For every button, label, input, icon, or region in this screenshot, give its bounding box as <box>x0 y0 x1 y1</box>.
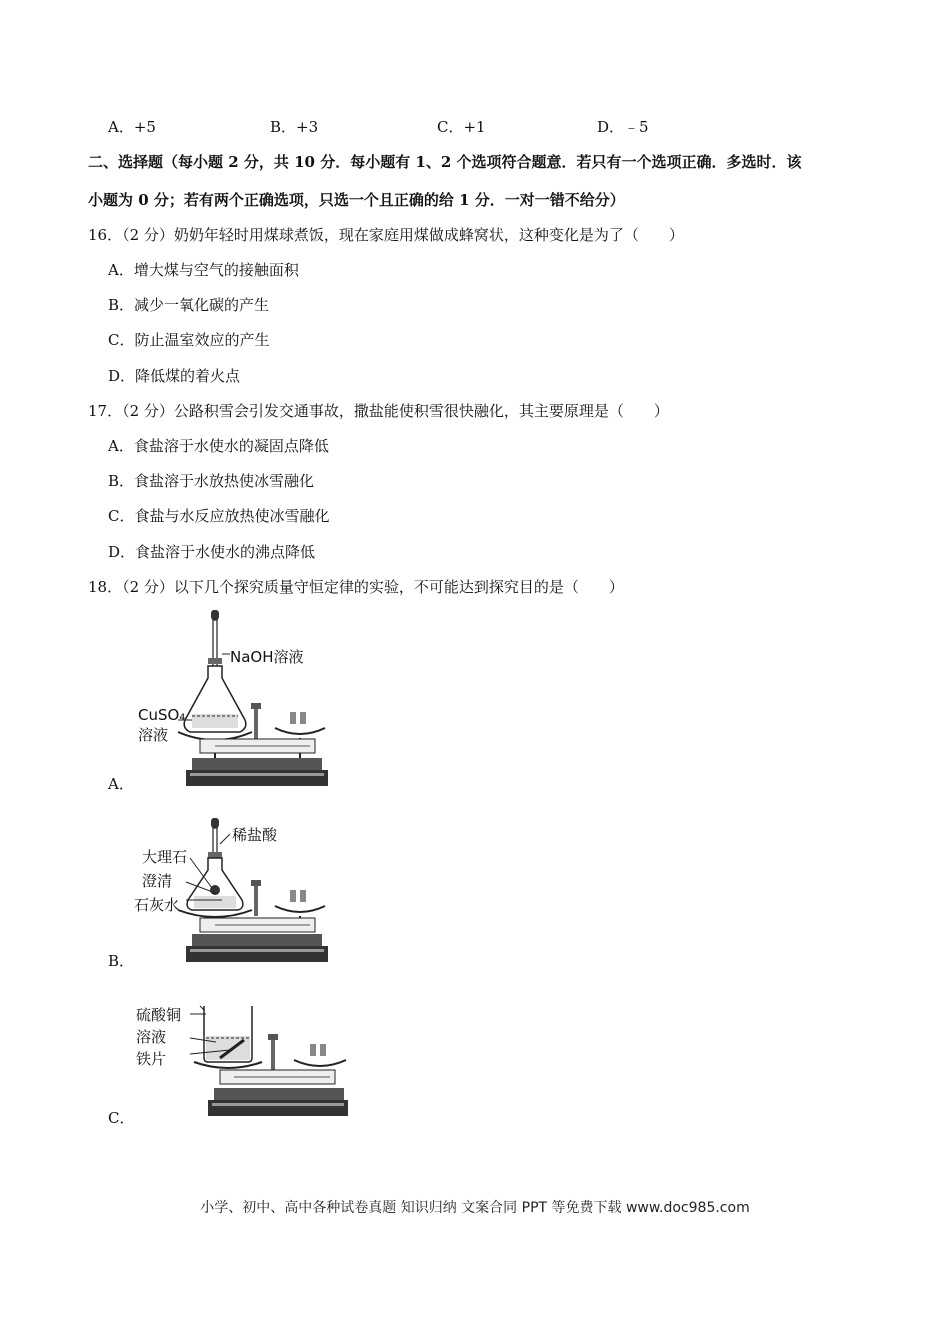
label-clear: 澄清 <box>142 872 173 890</box>
q18-stem: 18．（2 分）以下几个探究质量守恒定律的实验，不可能达到探究目的是（ ） <box>88 578 624 596</box>
balance-apparatus-b-icon <box>130 814 330 968</box>
q18-option-a: A． <box>108 775 134 793</box>
section-heading-line1: 二、选择题（每小题 2 分，共 10 分．每小题有 1、2 个选项符合题意．若只有一个选项正确．多选时．该 <box>88 153 802 171</box>
q15-option-d: D．﹣5 <box>597 118 649 136</box>
label-limewater: 石灰水 <box>134 896 180 914</box>
q17-option-b: B．食盐溶于水放热使冰雪融化 <box>108 472 315 490</box>
label-marble: 大理石 <box>142 848 188 866</box>
q16-stem: 16．（2 分）奶奶年轻时用煤球煮饭，现在家庭用煤做成蜂窝状，这种变化是为了（ ） <box>88 226 684 244</box>
label-copper-sulfate: 硫酸铜 <box>136 1006 182 1024</box>
balance-apparatus-c-icon <box>130 1000 350 1124</box>
page-footer: 小学、初中、高中各种试卷真题 知识归纳 文案合同 PPT 等免费下载 www.doc985.com <box>200 1200 750 1216</box>
section-heading-line2: 小题为 0 分；若有两个正确选项，只选一个且正确的给 1 分．一对一错不给分） <box>88 191 625 209</box>
balance-apparatus-a-icon <box>130 608 330 790</box>
q16-option-d: D．降低煤的着火点 <box>108 367 241 385</box>
q18-figure-c <box>130 1000 350 1124</box>
q18-figure-a <box>130 608 330 790</box>
label-iron-sheet: 铁片 <box>136 1050 167 1068</box>
q17-option-c: C．食盐与水反应放热使冰雪融化 <box>108 507 330 525</box>
q16-option-b: B．减少一氧化碳的产生 <box>108 296 270 314</box>
q16-option-c: C．防止温室效应的产生 <box>108 331 270 349</box>
q15-option-c: C．+1 <box>437 118 486 136</box>
q18-figure-b <box>130 814 330 968</box>
q18-option-b: B． <box>108 952 135 970</box>
label-solution-a: 溶液 <box>138 726 169 744</box>
q18-option-c: C． <box>108 1109 135 1127</box>
label-solution-c: 溶液 <box>136 1028 167 1046</box>
q15-options <box>0 117 950 137</box>
q15-option-a: A．+5 <box>108 118 156 136</box>
label-naoh: NaOH溶液 <box>230 648 304 666</box>
q17-stem: 17．（2 分）公路积雪会引发交通事故，撒盐能使积雪很快融化，其主要原理是（ ） <box>88 402 669 420</box>
q16-option-a: A．增大煤与空气的接触面积 <box>108 261 299 279</box>
q15-option-b: B．+3 <box>270 118 319 136</box>
q17-option-d: D．食盐溶于水使水的沸点降低 <box>108 543 316 561</box>
q17-option-a: A．食盐溶于水使水的凝固点降低 <box>108 437 329 455</box>
label-dilute-hcl: 稀盐酸 <box>232 826 278 844</box>
label-cuso4: CuSO₄ <box>138 706 186 724</box>
